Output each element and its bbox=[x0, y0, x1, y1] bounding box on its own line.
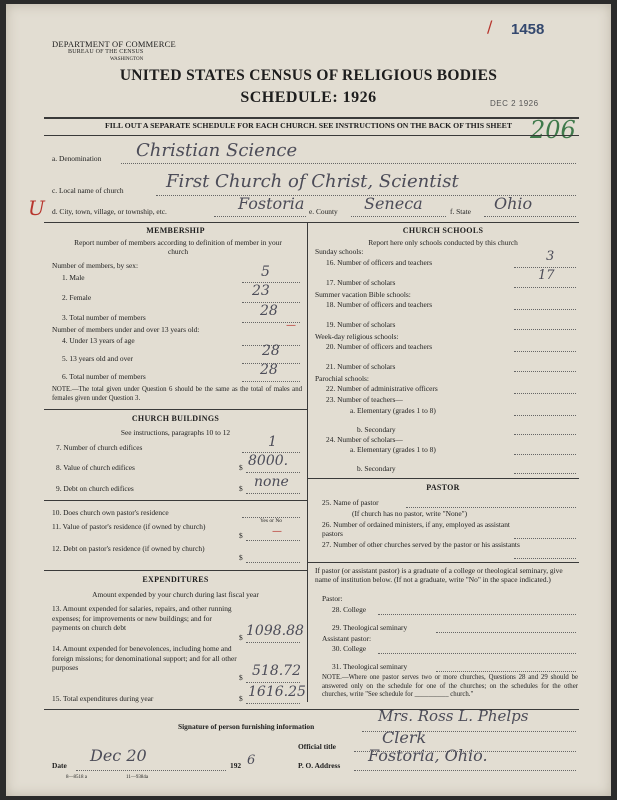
sunday-label: Sunday schools: bbox=[315, 247, 364, 256]
q14-value: 518.72 bbox=[252, 663, 301, 679]
answer-line bbox=[378, 614, 576, 615]
dollar-sign: $ bbox=[239, 633, 243, 642]
buildings-sub: See instructions, paragraphs 10 to 12 bbox=[120, 428, 231, 437]
answer-line bbox=[436, 671, 576, 672]
q13-value: 1098.88 bbox=[246, 623, 304, 639]
assistant-label: Assistant pastor: bbox=[322, 634, 372, 643]
answer-line bbox=[514, 538, 576, 539]
answer-line bbox=[246, 642, 300, 643]
q31-label: 31. Theological seminary bbox=[332, 662, 408, 671]
date-line bbox=[76, 770, 226, 771]
q24b-label: b. Secondary bbox=[357, 464, 396, 473]
answer-line bbox=[242, 381, 300, 382]
q10-label: 10. Does church own pastor's residence bbox=[52, 508, 169, 517]
answer-line bbox=[378, 653, 576, 654]
q1-value: 5 bbox=[261, 264, 270, 280]
city-label: WASHINGTON bbox=[110, 57, 144, 62]
date-value: Dec 20 bbox=[90, 746, 147, 765]
q7-value: 1 bbox=[268, 434, 277, 450]
answer-line bbox=[246, 540, 300, 541]
q2-label: 2. Female bbox=[62, 293, 92, 302]
q24a-label: a. Elementary (grades 1 to 8) bbox=[350, 445, 436, 454]
q24-label: 24. Number of scholars— bbox=[326, 435, 403, 444]
q19-label: 19. Number of scholars bbox=[326, 320, 396, 329]
rule bbox=[44, 570, 307, 571]
answer-line bbox=[246, 703, 300, 704]
answer-line bbox=[514, 473, 576, 474]
address-line bbox=[354, 770, 576, 771]
address-value: Fostoria, Ohio. bbox=[368, 746, 488, 765]
dotted-line bbox=[121, 163, 576, 164]
rule bbox=[44, 409, 307, 410]
q15-value: 1616.25 bbox=[248, 684, 306, 700]
address-label: P. O. Address bbox=[298, 761, 341, 770]
rule bbox=[44, 117, 579, 119]
year-suffix: 6 bbox=[247, 753, 256, 768]
q9-value: none bbox=[254, 474, 289, 490]
expenditures-heading: EXPENDITURES bbox=[142, 575, 209, 584]
state-label: f. State bbox=[450, 207, 471, 216]
q6-value: 28 bbox=[260, 362, 278, 378]
expenditures-sub: Amount expended by your church during last fiscal year bbox=[92, 590, 259, 599]
q2-value: 23 bbox=[252, 283, 270, 299]
dollar-sign: $ bbox=[239, 553, 243, 562]
form-subtitle: SCHEDULE: 1926 bbox=[240, 89, 377, 106]
county-label: e. County bbox=[309, 207, 338, 216]
pastor-heading: PASTOR bbox=[426, 483, 460, 492]
form-number: 8—8518 a bbox=[66, 775, 87, 780]
dotted-line bbox=[484, 216, 576, 217]
schools-heading: CHURCH SCHOOLS bbox=[402, 226, 484, 235]
q3-value: 28 bbox=[260, 303, 278, 319]
answer-line bbox=[514, 371, 576, 372]
answer-line bbox=[514, 329, 576, 330]
membership-note: NOTE.—The total given under Question 6 should be the same as the total of males and females given under Question 3. bbox=[52, 386, 302, 402]
q16-label: 16. Number of officers and teachers bbox=[326, 258, 433, 267]
schedule-number: 1458 bbox=[511, 21, 545, 38]
q23b-label: b. Secondary bbox=[357, 425, 396, 434]
denomination-label: a. Denomination bbox=[52, 154, 102, 163]
local-name-value: First Church of Christ, Scientist bbox=[166, 171, 459, 192]
county-value: Seneca bbox=[364, 194, 423, 213]
instruction-banner: FILL OUT A SEPARATE SCHEDULE FOR EACH CHURCH. SEE INSTRUCTIONS ON THE BACK OF THIS SHEET bbox=[104, 121, 513, 130]
q15-label: 15. Total expenditures during year bbox=[52, 694, 154, 703]
graduate-note: If pastor (or assistant pastor) is a graduate of a college or theological seminary, give name of institution below. (If not a graduate, write "No" in the space indicated.) bbox=[315, 566, 563, 584]
rule bbox=[307, 562, 579, 563]
q17-value: 17 bbox=[538, 268, 555, 283]
answer-line bbox=[246, 562, 300, 563]
title-label: Official title bbox=[298, 742, 336, 751]
membership-intro: Report number of members according to definition of member in your church bbox=[74, 238, 282, 256]
margin-mark: U bbox=[28, 196, 45, 220]
dollar-sign: $ bbox=[239, 673, 243, 682]
answer-line bbox=[436, 632, 576, 633]
q26-label: 26. Number of ordained ministers, if any, employed as assistant pastors bbox=[322, 520, 510, 538]
q11-label: 11. Value of pastor's residence (if owned by church) bbox=[52, 522, 206, 531]
answer-line bbox=[514, 434, 576, 435]
q14-label: 14. Amount expended for benevolences, including home and foreign missions; for denominational support; and for all other purposes bbox=[52, 644, 237, 672]
title-value: Clerk bbox=[382, 728, 427, 747]
answer-line bbox=[514, 309, 576, 310]
answer-line bbox=[514, 415, 576, 416]
q8-label: 8. Value of church edifices bbox=[56, 463, 135, 472]
q13-label: 13. Amount expended for salaries, repairs, and other running expenses; for improvements or new buildings; and for payments on church debt bbox=[52, 604, 232, 632]
rule bbox=[44, 222, 579, 223]
q25-label: 25. Name of pastor bbox=[322, 498, 379, 507]
bureau-label: BUREAU OF THE CENSUS bbox=[68, 49, 144, 55]
weekday-label: Week-day religious schools: bbox=[315, 332, 399, 341]
answer-line bbox=[514, 393, 576, 394]
answer-line bbox=[246, 493, 300, 494]
answer-line bbox=[514, 454, 576, 455]
pastor-note: NOTE.—Where one pastor serves two or more churches, Questions 28 and 29 should be answered only on the schedule for one of the churches; on the schedules for the other churches, write "See schedule for __________ church." bbox=[322, 674, 578, 698]
q5-label: 5. 13 years old and over bbox=[62, 354, 134, 363]
schools-intro: Report here only schools conducted by this church bbox=[368, 238, 518, 247]
q8-value: 8000. bbox=[248, 453, 289, 469]
answer-line bbox=[514, 287, 576, 288]
state-value: Ohio bbox=[494, 194, 533, 213]
form-number-2: 11—9384a bbox=[126, 775, 149, 780]
q30-label: 30. College bbox=[332, 644, 367, 653]
check-mark: — bbox=[286, 320, 296, 331]
parochial-label: Parochial schools: bbox=[315, 374, 369, 383]
q29-label: 29. Theological seminary bbox=[332, 623, 408, 632]
answer-line bbox=[246, 472, 300, 473]
dollar-sign: $ bbox=[239, 463, 243, 472]
q1-label: 1. Male bbox=[62, 273, 85, 282]
answer-line bbox=[514, 351, 576, 352]
summer-label: Summer vacation Bible schools: bbox=[315, 290, 411, 299]
signature-value: Mrs. Ross L. Phelps bbox=[378, 707, 529, 725]
dotted-line bbox=[214, 216, 306, 217]
yes-no-hint: Yes or No bbox=[260, 518, 283, 524]
answer-line bbox=[514, 558, 576, 559]
age-label: Number of members under and over 13 years old: bbox=[52, 325, 200, 334]
answer-line bbox=[242, 282, 300, 283]
pastor-sub-label: Pastor: bbox=[322, 594, 343, 603]
date-label: Date bbox=[52, 761, 67, 770]
signature-label: Signature of person furnishing information bbox=[178, 722, 315, 731]
dept-label: DEPARTMENT OF COMMERCE bbox=[52, 39, 176, 49]
q16-value: 3 bbox=[546, 249, 555, 264]
census-schedule-page bbox=[6, 4, 611, 796]
q21-label: 21. Number of scholars bbox=[326, 362, 396, 371]
dollar-sign: $ bbox=[239, 484, 243, 493]
q20-label: 20. Number of officers and teachers bbox=[326, 342, 433, 351]
rule bbox=[307, 478, 579, 479]
q4-label: 4. Under 13 years of age bbox=[62, 336, 135, 345]
dollar-sign: $ bbox=[239, 694, 243, 703]
q27-label: 27. Number of other churches served by the pastor or his assistants bbox=[322, 540, 520, 549]
q22-label: 22. Number of administrative officers bbox=[326, 384, 438, 393]
rule bbox=[44, 500, 307, 501]
denomination-value: Christian Science bbox=[136, 140, 298, 161]
q12-label: 12. Debt on pastor's residence (if owned by church) bbox=[52, 544, 205, 553]
q6-label: 6. Total number of members bbox=[62, 372, 146, 381]
q7-label: 7. Number of church edifices bbox=[56, 443, 143, 452]
q25-note: (If church has no pastor, write "None") bbox=[352, 509, 468, 518]
by-sex-label: Number of members, by sex: bbox=[52, 261, 138, 270]
form-title: UNITED STATES CENSUS OF RELIGIOUS BODIES bbox=[119, 67, 498, 84]
q3-label: 3. Total number of members bbox=[62, 313, 146, 322]
rule bbox=[44, 135, 579, 136]
dollar-sign: $ bbox=[239, 531, 243, 540]
q28-label: 28. College bbox=[332, 605, 367, 614]
membership-heading: MEMBERSHIP bbox=[146, 226, 205, 235]
year-prefix: 192 bbox=[230, 761, 242, 770]
check-mark: — bbox=[272, 526, 282, 537]
buildings-heading: CHURCH BUILDINGS bbox=[131, 414, 220, 423]
q23-label: 23. Number of teachers— bbox=[326, 395, 403, 404]
local-name-label: c. Local name of church bbox=[52, 186, 124, 195]
q18-label: 18. Number of officers and teachers bbox=[326, 300, 433, 309]
answer-line bbox=[246, 682, 300, 683]
city-value: Fostoria bbox=[238, 194, 305, 213]
received-stamp: DEC 2 1926 bbox=[490, 99, 539, 108]
answer-line bbox=[406, 507, 576, 508]
q9-label: 9. Debt on church edifices bbox=[56, 484, 134, 493]
code-number: 206 bbox=[530, 116, 576, 144]
check-mark: / bbox=[487, 17, 493, 36]
q23a-label: a. Elementary (grades 1 to 8) bbox=[350, 406, 436, 415]
q5-value: 28 bbox=[262, 343, 280, 359]
dotted-line bbox=[351, 216, 446, 217]
q17-label: 17. Number of scholars bbox=[326, 278, 396, 287]
city-field-label: d. City, town, village, or township, etc. bbox=[52, 207, 167, 216]
column-divider bbox=[307, 222, 308, 702]
